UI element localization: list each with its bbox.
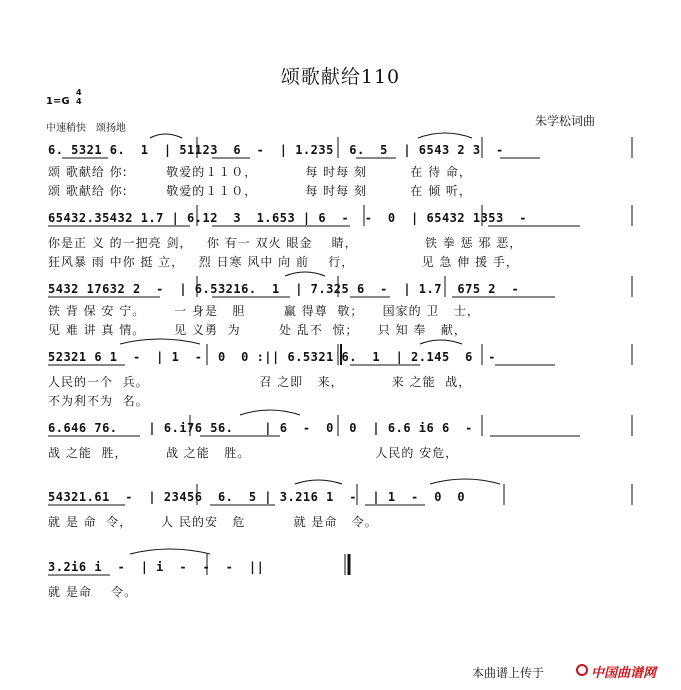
tie [285,272,325,276]
lyric-row-4-b: 不为利不为 名。 [48,394,149,408]
tie [130,549,210,554]
notation-row-1: 6. 5321 6. 1 | 51123 6 - | 1.235 6. 5 | 6543 2 3 - [48,143,504,157]
lyric-row-1-b: 颂 歌献给 你: 敬爱的１１０， 每 时每 刻 在 倾 听， [48,184,472,198]
notation-row-3: 5432 17632 2 - | 6.53216. 1 | 7.325 6 - | 1.7 675 2 - [48,282,520,296]
meter-bottom: 4 [76,97,82,106]
tie [430,479,500,484]
tie [150,134,182,138]
lyric-row-6-a: 就 是 命 令， 人 民的安 危 就 是命 令。 [48,515,378,529]
lyric-row-7-a: 就 是命 令。 [48,585,138,599]
lyric-row-2-b: 狂风暴 雨 中你 挺 立， 烈 日寒 风中 向 前 行， 见 急 伸 援 手， [48,255,519,269]
lyric-row-4-a: 人民的一个 兵。 召 之即 来， 来 之能 战， [48,375,472,389]
key-signature: 1=G [46,96,70,107]
credit: 朱学松词曲 [534,114,595,128]
tempo-marking: 中速稍快 颂扬地 [46,123,126,134]
logo-text: 中国曲谱网 [591,666,657,681]
tie [240,410,300,415]
meter-top: 4 [76,88,82,97]
lyric-row-3-b: 见 难 讲 真 情。 见 义勇 为 处 乱不 惊； 只 知 奉 献， [48,323,467,337]
lyric-row-2-a: 你是正 义 的一把亮 剑， 你 有一 双火 眼金 睛， 铁 拳 惩 邪 恶， [48,236,523,250]
tie [295,480,342,484]
tie [420,340,462,344]
notation-row-7: 3.2i6 i - | i - - - || [48,560,265,574]
lyric-row-3-a: 铁 背 保 安 宁。 一 身是 胆 赢 得尊 敬； 国家的 卫 士， [48,304,480,318]
notation-row-2: 65432.35432 1.7 | 6.12 3 1.653 | 6 - - 0 | 65432 1353 - [48,211,527,225]
lyric-row-1-a: 颂 歌献给 你: 敬爱的１１０， 每 时每 刻 在 待 命， [48,165,472,179]
time-signature [76,88,82,106]
tie [418,133,472,138]
site-logo[interactable] [576,662,668,681]
song-title: 颂歌献给110 [280,66,401,88]
tie [120,339,200,344]
notation-row-5: 6.646 76. | 6.i76 56. | 6 - 0 0 | 6.6 i6 6 - [48,421,473,435]
upload-note: 本曲谱上传于 [472,666,545,680]
lyric-row-5-a: 战 之能 胜， 战 之能 胜。 人民的 安危， [48,446,459,460]
logo-mark-icon [576,664,588,676]
notation-row-6: 54321.61 - | 23456 6. 5 | 3.216 1 - | 1 - 0 0 [48,490,466,504]
notation-row-4: 52321 6 1 - | 1 - 0 0 :|| 6.5321 6. 1 | 2.145 6 - [48,350,497,364]
